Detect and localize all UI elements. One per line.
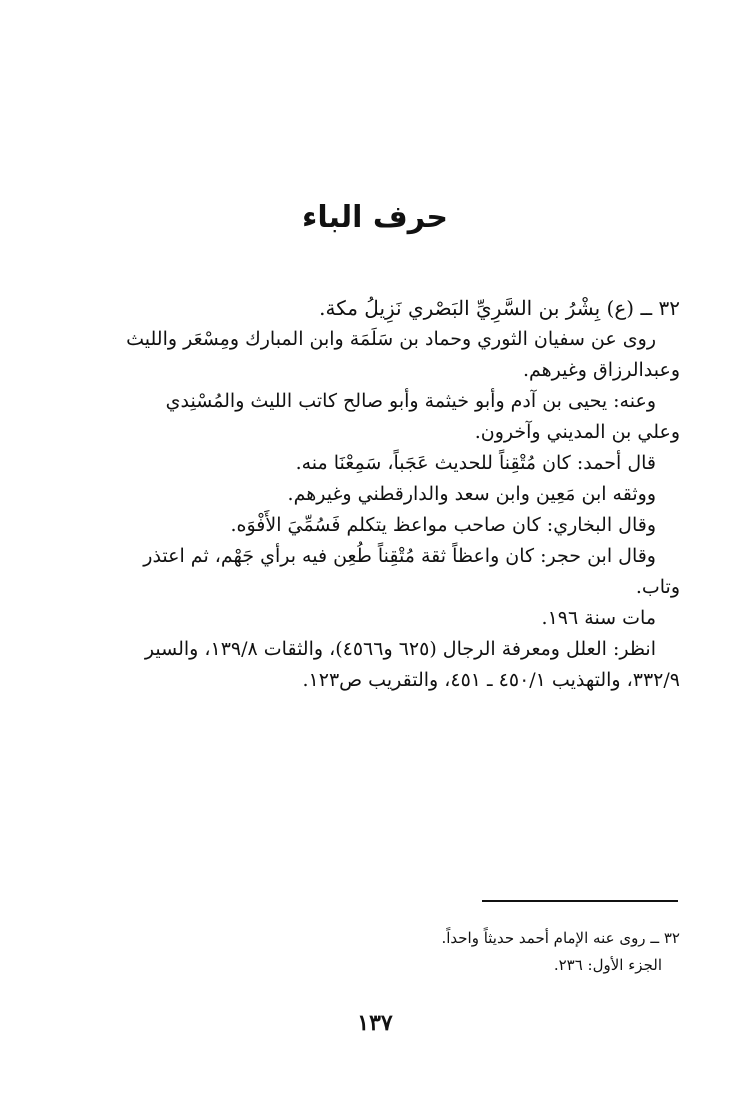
page-number: ١٣٧ [357, 1010, 393, 1036]
biography-entry [68, 293, 680, 696]
tawthiq-line: ووثقه ابن مَعِين وابن سعد والدارقطني وغيرهم. [287, 483, 656, 505]
narrators-line-2: وعلي بن المديني وآخرون. [474, 421, 680, 443]
ibn-hajar-line-2: وتاب. [635, 576, 680, 598]
entry-title: ٣٢ ــ (ع) بِشْرُ بن السَّرِيِّ البَصْري نَزِيلُ مكة. [319, 296, 680, 320]
narrated-from-line-1: روى عن سفيان الثوري وحماد بن سَلَمَة وابن المبارك ومِسْعَر والليث [126, 328, 656, 350]
footnote-1: ٣٢ ــ روى عنه الإمام أحمد حديثاً واحداً. [441, 929, 680, 947]
footnotes [68, 925, 680, 979]
sources-line-1: انظر: العلل ومعرفة الرجال (٦٢٥ و٤٥٦٦)، والثقات ١٣٩/٨، والسير [144, 638, 656, 660]
section-heading: حرف الباء [302, 200, 448, 235]
footnote-divider [482, 900, 678, 902]
ahmad-quote: قال أحمد: كان مُتْقِناً للحديث عَجَباً، سَمِعْنَا منه. [295, 452, 656, 474]
footnote-2: الجزء الأول: ٢٣٦. [553, 956, 662, 974]
bukhari-quote: وقال البخاري: كان صاحب مواعظ يتكلم فَسُمِّيَ الأَفْوَه. [230, 514, 656, 536]
sources-line-2: ٣٣٢/٩، والتهذيب ٤٥٠/١ ـ ٤٥١، والتقريب ص١٢٣. [302, 669, 680, 691]
death-year: مات سنة ١٩٦. [541, 607, 656, 629]
ibn-hajar-line-1: وقال ابن حجر: كان واعظاً ثقة مُتْقِناً طُعِن فيه برأي جَهْم، ثم اعتذر [143, 545, 656, 567]
narrators-line-1: وعنه: يحيى بن آدم وأبو خيثمة وأبو صالح كاتب الليث والمُسْنِدي [165, 390, 656, 412]
narrated-from-line-2: وعبدالرزاق وغيرهم. [522, 359, 680, 381]
